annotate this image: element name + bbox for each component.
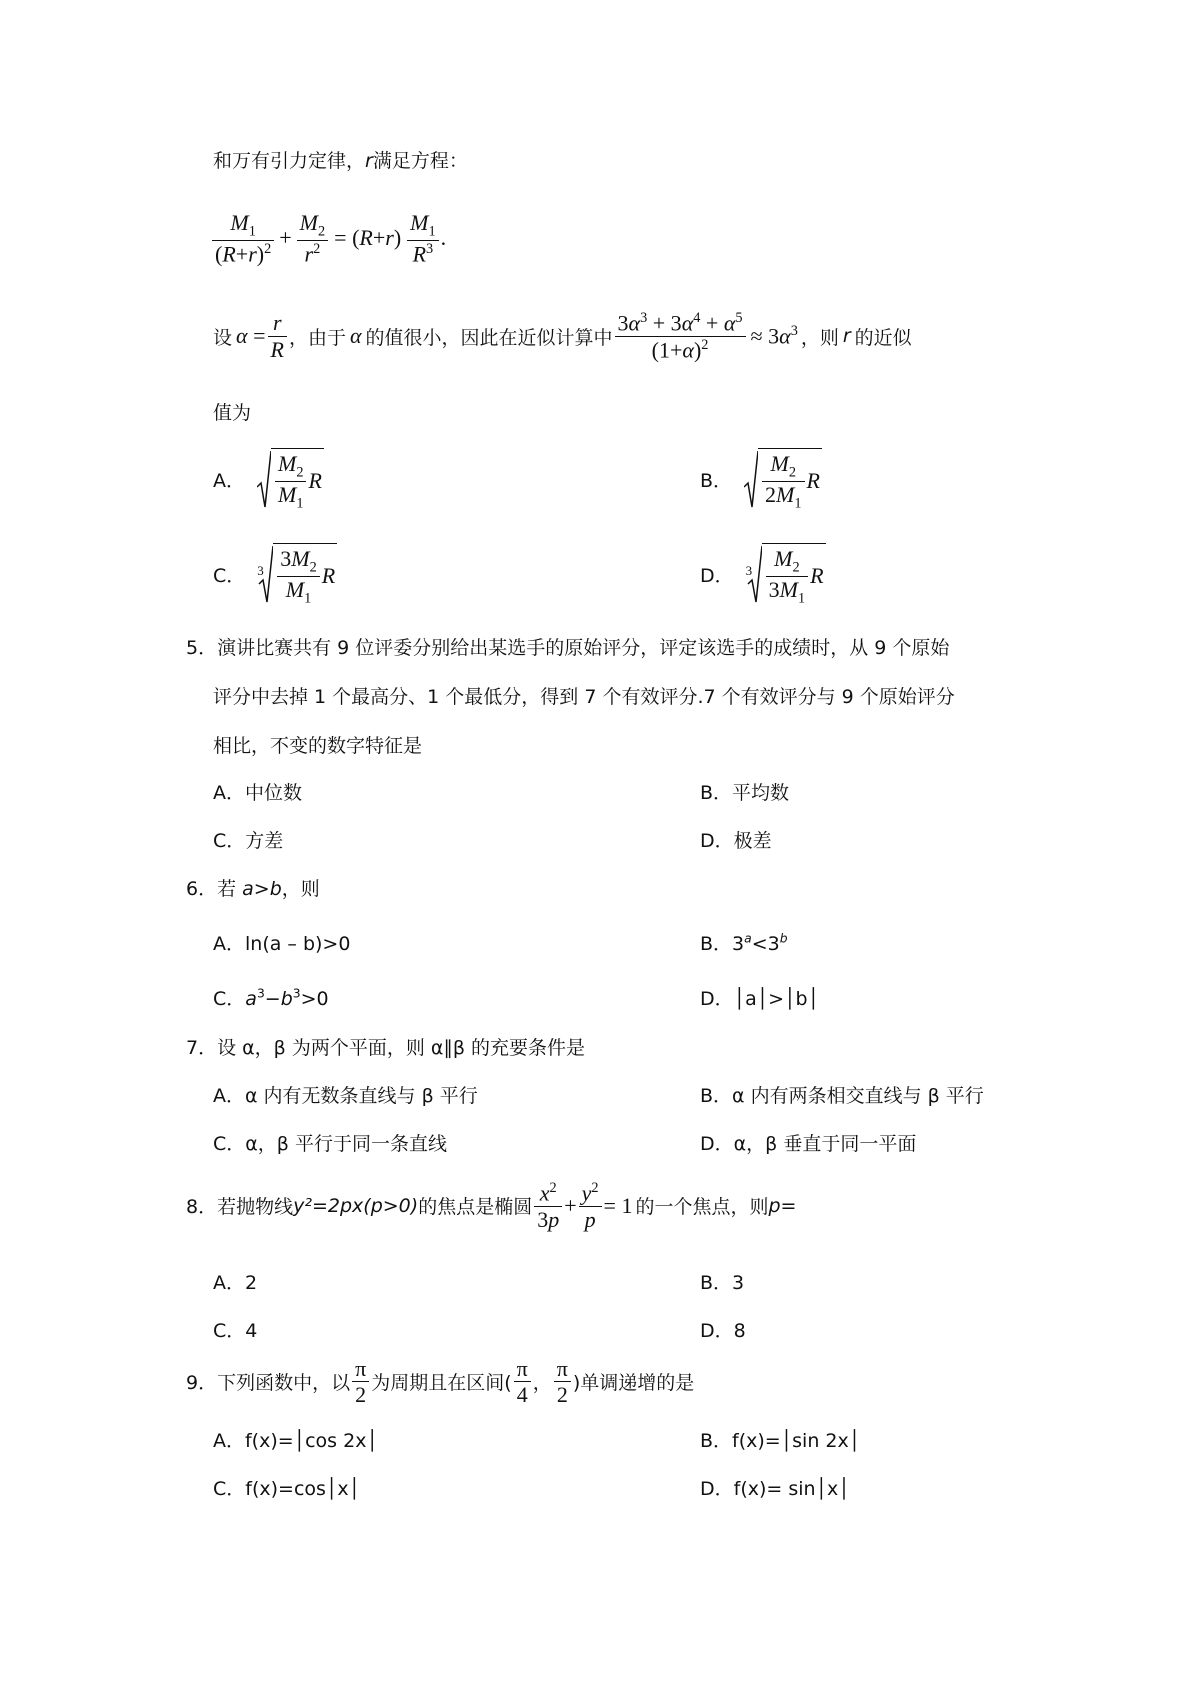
q7-option-d[interactable]: D．α，β 垂直于同一平面 — [700, 1133, 917, 1155]
q7-option-c[interactable]: C．α，β 平行于同一条直线 — [213, 1133, 447, 1155]
q6-stem: 6．若 a>b，则 — [186, 878, 320, 900]
q4-option-d[interactable]: D． 3 $\frac{M_2}{3M_1}$ R — [700, 543, 826, 607]
q4-option-a[interactable]: A． $\frac{M_2}{M_1}$ R — [213, 448, 324, 512]
gravity-equation: $\frac{M_1}{(R+r)^2}$ + $\frac{M_2}{r^2}$ = (R+r) $\frac{M_1}{R^3}$ . — [210, 210, 446, 266]
q5-option-c[interactable]: C．方差 — [213, 830, 284, 852]
q9-option-a[interactable]: A．f(x)=│cos 2x│ — [213, 1430, 378, 1452]
q5-option-a[interactable]: A．中位数 — [213, 782, 302, 804]
q8-option-a[interactable]: A．2 — [213, 1272, 258, 1294]
q5-option-b[interactable]: B．平均数 — [700, 782, 790, 804]
q8-option-d[interactable]: D．8 — [700, 1320, 746, 1342]
q8-stem: 8． 若抛物线 y²=2px(p>0) 的焦点是椭圆 $\frac{x^2}{3p}$ + $\frac{y^2}{p}$ = 1 的一个焦点，则 p= — [186, 1180, 797, 1232]
q7-option-a[interactable]: A．α 内有无数条直线与 β 平行 — [213, 1085, 478, 1107]
q9-option-b[interactable]: B．f(x)=│sin 2x│ — [700, 1430, 861, 1452]
q4-option-c[interactable]: C． 3 $\frac{3M_2}{M_1}$ R — [213, 543, 337, 607]
q5-option-d[interactable]: D．极差 — [700, 830, 772, 852]
intro-line-3: 值为 — [213, 402, 252, 424]
intro-line-2: 设 α = $\frac{r}{R}$ ，由于 α 的值很小，因此在近似计算中 $\frac{3\alpha^3 + 3\alpha^4 + \alpha^5}{(1+\alpha)^2}$ ≈ $3\alpha^3$ ，则 r 的近似 — [213, 310, 912, 362]
q7-option-b[interactable]: B．α 内有两条相交直线与 β 平行 — [700, 1085, 984, 1107]
q5-line-2: 评分中去掉 1 个最高分、1 个最低分，得到 7 个有效评分.7 个有效评分与 9 个原始评分 — [213, 686, 955, 708]
q7-stem: 7．设 α，β 为两个平面，则 α∥β 的充要条件是 — [186, 1037, 586, 1059]
q8-option-c[interactable]: C．4 — [213, 1320, 258, 1342]
q5-line-1: 5．演讲比赛共有 9 位评委分别给出某选手的原始评分，评定该选手的成绩时，从 9 个原始 — [186, 637, 950, 659]
q8-option-b[interactable]: B．3 — [700, 1272, 745, 1294]
q6-option-c[interactable]: C．$a^3-b^3>0$ — [213, 986, 329, 1010]
intro-line-1: 和万有引力定律，r满足方程： — [213, 150, 468, 172]
q9-option-c[interactable]: C．f(x)=cos│x│ — [213, 1478, 361, 1500]
q6-option-b[interactable]: B．$3^a<3^b$ — [700, 931, 788, 955]
q6-option-a[interactable]: A．ln(a – b)>0 — [213, 933, 351, 955]
q9-option-d[interactable]: D．f(x)= sin│x│ — [700, 1478, 850, 1500]
q5-line-3: 相比，不变的数字特征是 — [213, 735, 423, 757]
q9-stem: 9． 下列函数中，以 $\frac{\pi}{2}$ 为周期且在区间( $\frac{\pi}{4}$ ， $\frac{\pi}{2}$ )单调递增的是 — [186, 1356, 695, 1408]
q4-option-b[interactable]: B． $\frac{M_2}{2M_1}$ R — [700, 448, 822, 512]
q6-option-d[interactable]: D．│a│>│b│ — [700, 988, 820, 1010]
